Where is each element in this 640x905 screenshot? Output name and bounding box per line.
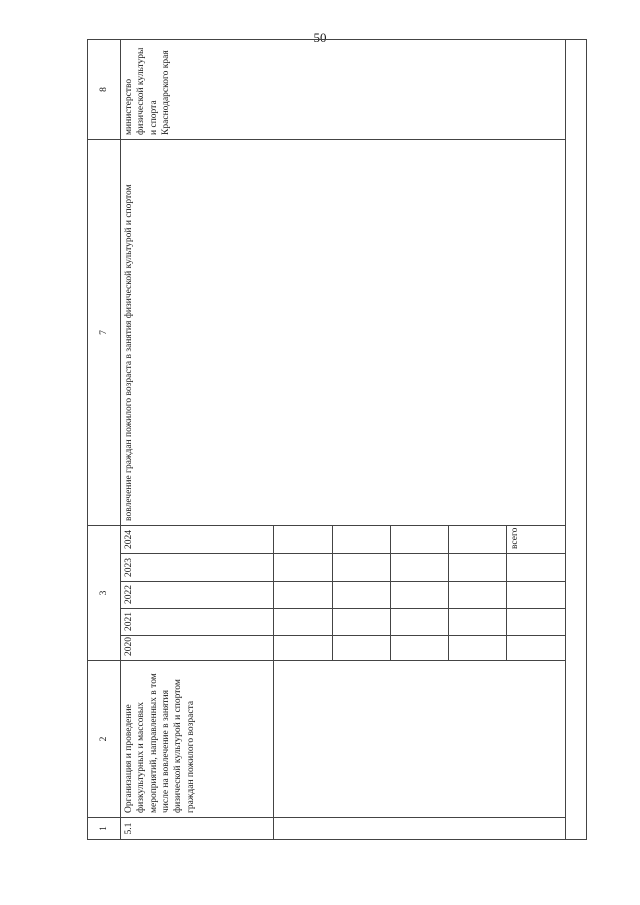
row-number: 5.1 — [120, 818, 273, 840]
header-col-8: 8 — [88, 39, 121, 139]
table-row-5-1 — [120, 39, 273, 839]
empty-cell — [507, 636, 565, 661]
empty-cell — [390, 525, 448, 553]
program-table — [87, 39, 587, 840]
total-label: всего — [507, 525, 565, 553]
empty-cell — [274, 525, 332, 553]
empty-cell — [390, 582, 448, 609]
year-cell: 2024 — [120, 525, 273, 553]
separator-cell — [565, 39, 586, 839]
activity-name: Организация и проведение физкультурных и массовых мероприятий, направленных в том числе на вовлечение в занятия физической культурой и спортом граждан пожилого возраста — [120, 661, 273, 818]
empty-cell — [507, 609, 565, 636]
empty-cell — [332, 525, 390, 553]
year-cell: 2020 — [120, 636, 273, 661]
rotated-table-frame — [87, 40, 587, 840]
empty-cell — [274, 554, 332, 582]
empty-cell — [507, 582, 565, 609]
empty-cell — [449, 582, 507, 609]
indicator-text: вовлечение граждан пожилого возраста в занятия физической культурой и спортом — [120, 139, 565, 525]
page-number: 50 — [313, 30, 327, 45]
year-cell: 2023 — [120, 554, 273, 582]
header-col-1: 1 — [88, 818, 121, 840]
empty-cell — [449, 525, 507, 553]
year-cell: 2021 — [120, 609, 273, 636]
empty-cell — [449, 609, 507, 636]
row-separator — [565, 39, 586, 839]
empty-cell — [332, 636, 390, 661]
header-col-3: 3 — [88, 525, 121, 660]
empty-cell — [274, 636, 332, 661]
year-cell: 2022 — [120, 582, 273, 609]
empty-cell — [274, 582, 332, 609]
empty-cell — [390, 636, 448, 661]
empty-cell — [332, 609, 390, 636]
empty-cell — [332, 554, 390, 582]
empty-cell — [390, 609, 448, 636]
empty-cell — [332, 582, 390, 609]
empty-cell — [274, 609, 332, 636]
empty-cell — [274, 818, 565, 840]
empty-cell — [507, 554, 565, 582]
header-row — [88, 39, 121, 839]
empty-cell — [274, 661, 565, 818]
empty-cell — [449, 554, 507, 582]
empty-cell — [449, 636, 507, 661]
executor-text: министерство физической культуры и спорта Краснодарского края — [120, 39, 565, 139]
header-col-2: 2 — [88, 661, 121, 818]
header-col-7: 7 — [88, 139, 121, 525]
empty-cell — [390, 554, 448, 582]
